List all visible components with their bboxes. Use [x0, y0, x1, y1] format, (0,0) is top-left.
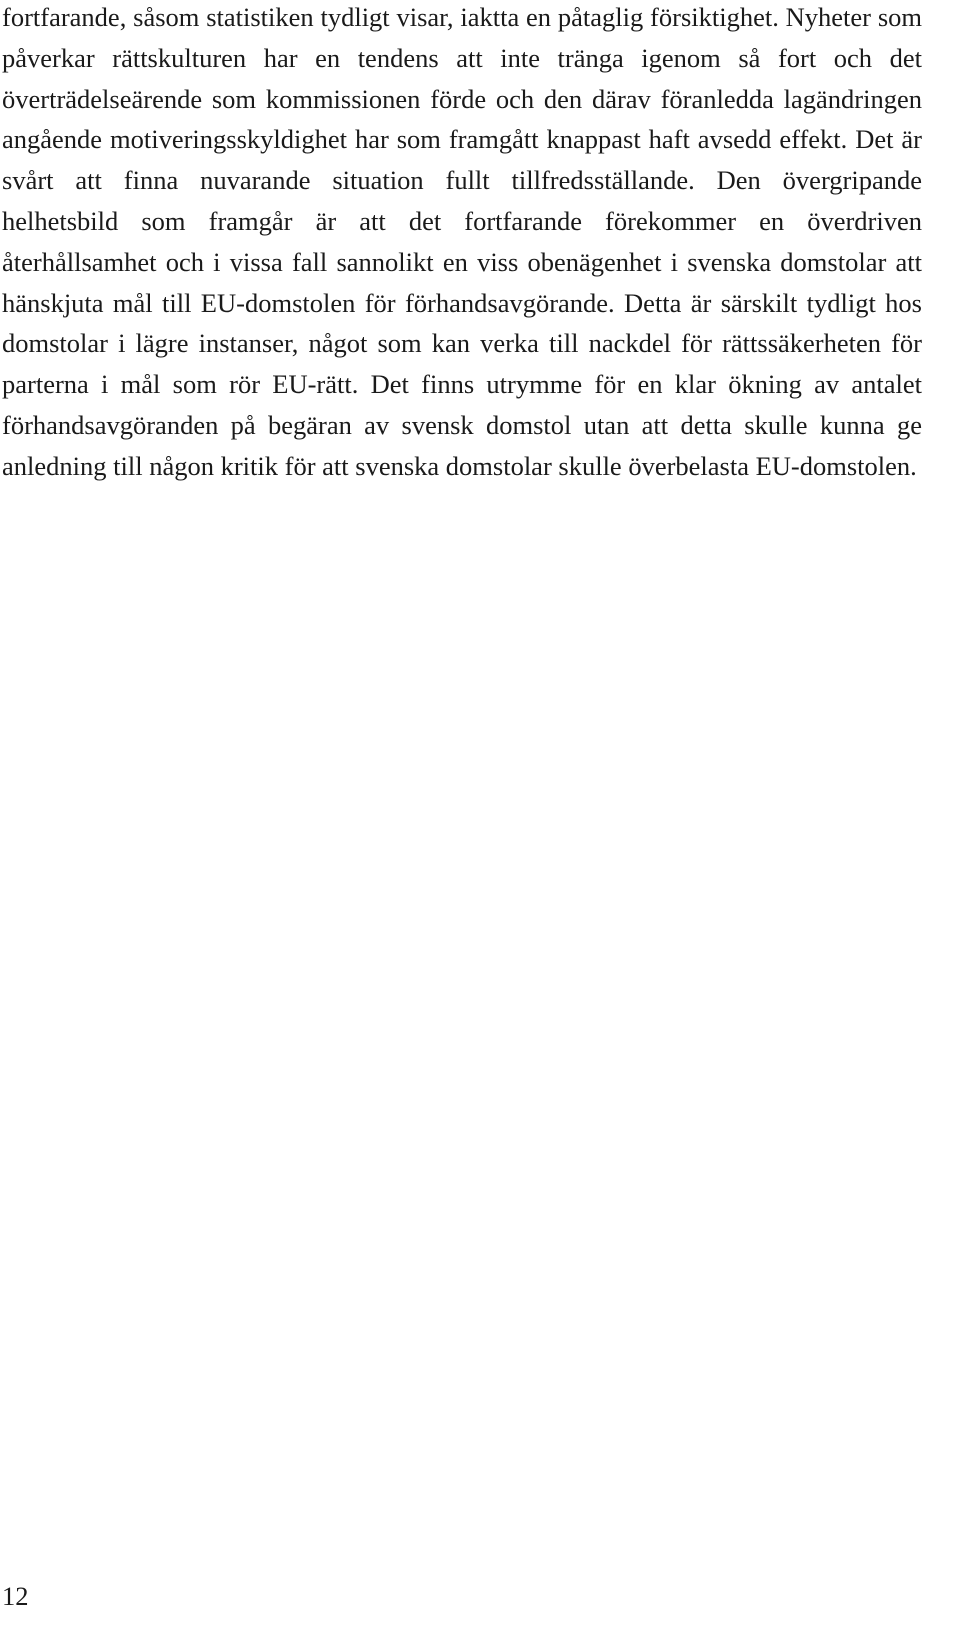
body-paragraph: fortfarande, såsom statistiken tydligt visar, iaktta en påtaglig försiktighet. Nyheter som påverkar rättskulturen har en tendens att inte tränga igenom så fort och det överträdelseärende som kommissionen förde och den därav föranledda lagändringen angående motiveringsskyldighet har som framgått knappast haft avsedd effekt. Det är svårt att finna nuvarande situation fullt tillfredsställande. Den övergripande helhetsbild som framgår är att det fortfarande förekommer en överdriven återhållsamhet och i vissa fall sannolikt en viss obenägenhet i svenska domstolar att hänskjuta mål till EU-domstolen för förhandsavgörande. Detta är särskilt tydligt hos domstolar i lägre instanser, något som kan verka till nackdel för rättssäkerheten för parterna i mål som rör EU-rätt. Det finns utrymme för en klar ökning av antalet förhandsavgöranden på begäran av svensk domstol utan att detta skulle kunna ge anledning till någon kritik för att svenska domstolar skulle överbelasta EU-domstolen. [2, 2, 922, 481]
page-number: 12 [2, 1581, 29, 1611]
